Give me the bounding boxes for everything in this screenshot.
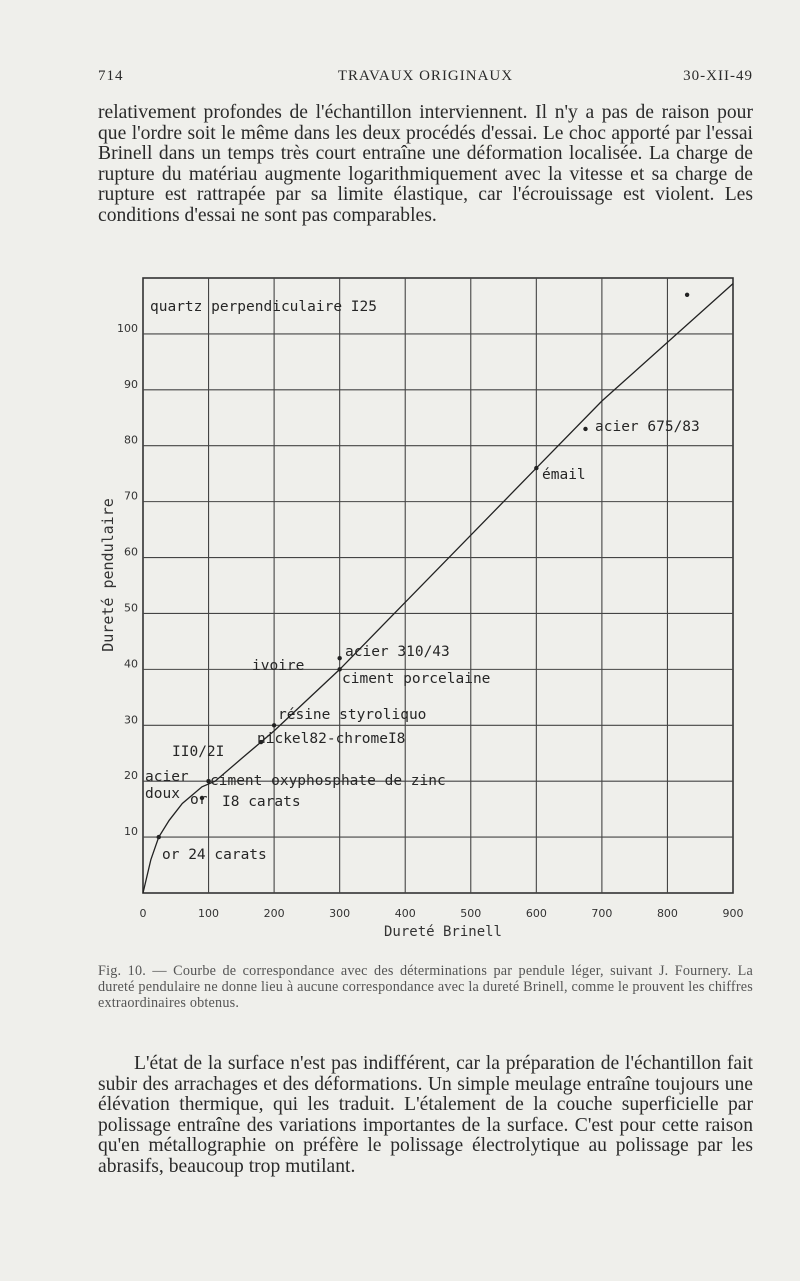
x-tick-label: 0: [139, 907, 147, 920]
x-tick-label: 300: [329, 907, 351, 920]
point-annotation: nickel82-chromeI8: [257, 731, 406, 747]
x-tick-label: 500: [460, 907, 482, 920]
y-tick-label: 20: [124, 769, 138, 783]
chart-annotations: [145, 299, 700, 863]
data-point: [583, 427, 587, 431]
y-tick-label: 30: [124, 713, 138, 727]
data-point: [157, 835, 161, 839]
point-annotation: II0/2I: [172, 744, 225, 760]
figure-caption: Fig. 10. — Courbe de correspondance avec des déterminations par pendule léger, suivant J. Fournery. La dureté pendulaire ne donne lieu à aucune correspondance avec la dureté Brinell, comme le prouvent les chiffres extraordinaires obtenus.: [98, 963, 753, 1011]
y-tick-label: 80: [124, 433, 138, 447]
point-annotation: acier: [145, 769, 189, 785]
data-point: [685, 293, 689, 297]
y-tick-label: 50: [124, 601, 138, 615]
y-tick-label: 10: [124, 825, 138, 839]
point-annotation: quartz perpendiculaire I25: [150, 299, 377, 315]
x-tick-label: 900: [722, 907, 744, 920]
data-point: [272, 723, 276, 727]
x-tick-label: 400: [394, 907, 416, 920]
x-tick-label: 800: [656, 907, 678, 920]
y-tick-label: 70: [124, 489, 138, 503]
issue-date: 30-XII-49: [683, 68, 753, 84]
paragraph-bottom: [98, 1054, 753, 1178]
paragraph-top: relativement profondes de l'échantillon interviennent. Il n'y a pas de raison pour que l'ordre soit le même dans les deux procédés d'essai. Le choc apporté par l'essai Brinell dans un temps très court entraîne une déformation localisée. La charge de rupture du matériau augmente logarithmiquement avec la vitesse et sa charge de rupture est rattrapée par sa limite élastique, car l'écrouissage est violent. Les conditions d'essai ne sont pas comparables.: [98, 102, 753, 226]
point-annotation: acier 310/43: [345, 644, 450, 660]
journal-title: TRAVAUX ORIGINAUX: [337, 68, 514, 84]
point-annotation: or 24 carats: [162, 847, 267, 863]
y-tick-label: 90: [124, 377, 138, 391]
point-annotation: résine styroliquo: [278, 707, 427, 723]
data-point: [534, 466, 538, 470]
point-annotation: or: [190, 792, 208, 808]
point-annotation: ciment oxyphosphate de zinc: [210, 773, 446, 789]
point-annotation: doux: [145, 786, 180, 802]
paragraph-bottom-text: L'état de la surface n'est pas indifférent, car la préparation de l'échantillon fait subir des arrachages et des déformations. Un simple meulage entraîne toujours une élévation thermique, qui les traduit. L'étalement de la couche superficielle par polissage entraîne des variations importantes de la surface. C'est pour cette raison qu'en métallographie on préfère le polissage électrolytique au polissage par les abrasifs, beaucoup trop mutilant.: [98, 1053, 753, 1177]
point-annotation: ivoire: [252, 658, 305, 674]
page-number: 714: [98, 68, 124, 84]
point-annotation: ciment porcelaine: [342, 671, 491, 687]
x-tick-label: 100: [198, 907, 220, 920]
data-point: [337, 656, 341, 660]
x-tick-label: 200: [263, 907, 285, 920]
y-tick-label: 100: [117, 321, 138, 335]
chart-tick-labels: [117, 322, 744, 920]
point-annotation: émail: [542, 467, 586, 483]
x-tick-label: 700: [591, 907, 613, 920]
x-tick-label: 600: [525, 907, 547, 920]
y-tick-label: 60: [124, 545, 138, 559]
x-axis-label: Dureté Brinell: [383, 924, 503, 940]
y-tick-label: 40: [124, 657, 138, 671]
y-axis-label: Dureté pendulaire: [99, 498, 117, 652]
point-annotation: acier 675/83: [595, 419, 700, 435]
point-annotation: I8 carats: [222, 794, 301, 810]
